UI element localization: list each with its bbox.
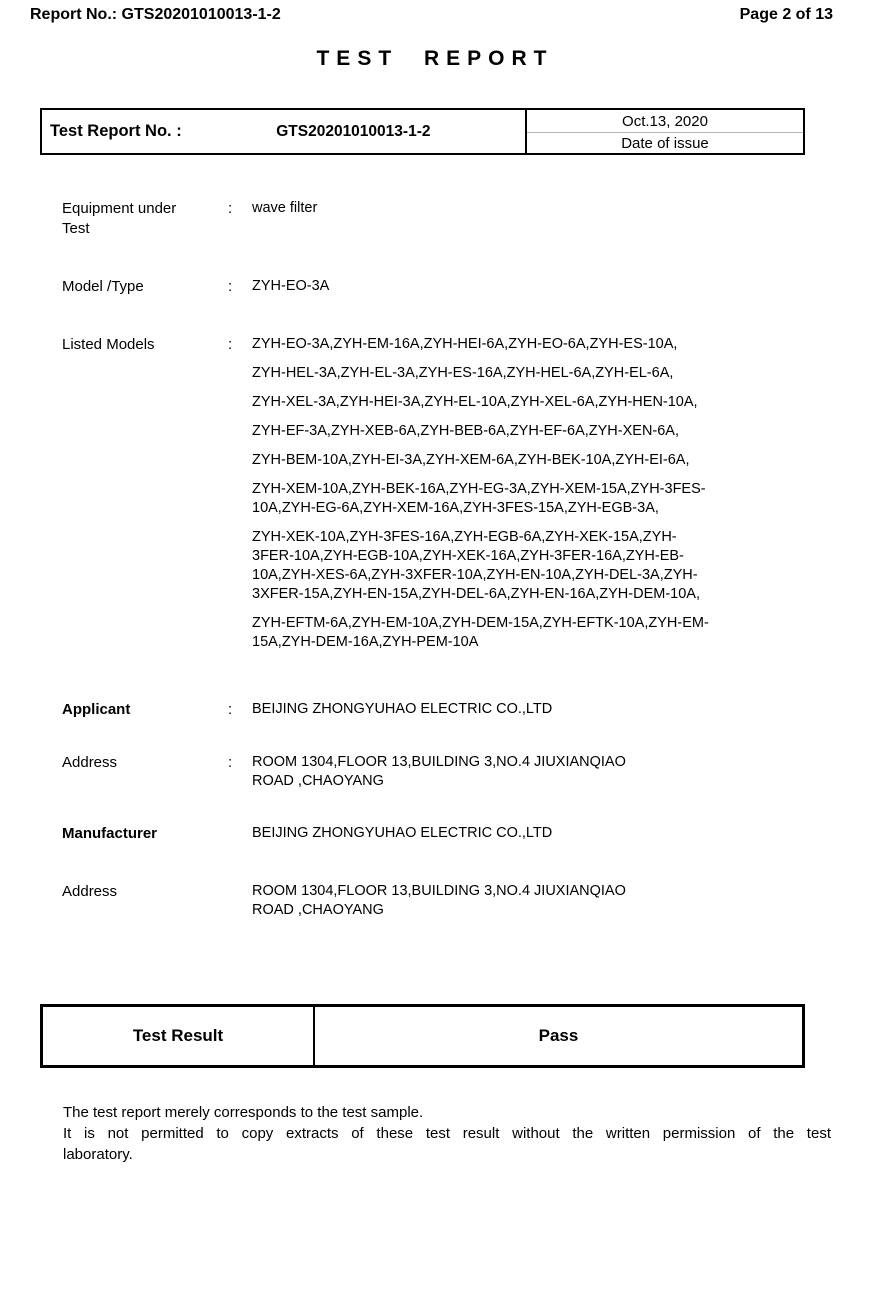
field-label: Address: [62, 883, 118, 900]
field-row: [62, 882, 870, 920]
field-value: BEIJING ZHONGYUHAO ELECTRIC CO.,LTD: [252, 825, 553, 841]
field-value: ROOM 1304,FLOOR 13,BUILDING 3,NO.4 JIUXIANQIAO ROAD ,CHAOYANG: [252, 883, 626, 918]
footer-line-2: It is not permitted to copy extracts of these test result without the written permission of the test: [63, 1125, 831, 1142]
footer-line-1: The test report merely corresponds to the test sample.: [63, 1104, 424, 1121]
date-of-issue-label: Date of issue: [621, 134, 709, 152]
field-colon: :: [228, 336, 233, 353]
field-row: [62, 700, 870, 720]
field-label: Applicant: [62, 701, 131, 718]
field-label: Listed Models: [62, 336, 155, 353]
footer-line-3: laboratory.: [63, 1146, 133, 1163]
issue-date-value: Oct.13, 2020: [527, 110, 803, 133]
field-row: [62, 199, 870, 239]
page-title: TEST REPORT: [316, 47, 554, 70]
running-header: [0, 0, 870, 24]
field-label: Model /Type: [62, 278, 144, 295]
header-report-no: Report No.: GTS20201010013-1-2: [30, 6, 281, 23]
field-value: ROOM 1304,FLOOR 13,BUILDING 3,NO.4 JIUXIANQIAO ROAD ,CHAOYANG: [252, 754, 626, 789]
report-number-cell: [42, 110, 527, 153]
field-colon: :: [228, 701, 233, 718]
date-of-issue-cell: [527, 110, 803, 153]
field-value: ZYH-EO-3A: [252, 278, 330, 294]
field-value: ZYH-EO-3A,ZYH-EM-16A,ZYH-HEI-6A,ZYH-EO-6A,ZYH-ES-10A, ZYH-HEL-3A,ZYH-EL-3A,ZYH-ES-16A,ZYH-HEL-6A,ZYH-EL-6A, ZYH-XEL-3A,ZYH-HEI-3A,ZYH-EL-10A,ZYH-XEL-6A,ZYH-HEN-10A, ZYH-EF-3A,ZYH-XEB-6A,ZYH-BEB-6A,ZYH-EF-6A,ZYH-XEN-6A, ZYH-BEM-10A,ZYH-EI-3A,ZYH-XEM-6A,ZYH-BEK-10A,ZYH-EI-6A, ZYH-XEM-10A,ZYH-BEK-16A,ZYH-EG-3A,ZYH-XEM-15A,ZYH-3FES- 10A,ZYH-EG-6A,ZYH-XEM-16A,ZYH-3FES-15A,ZYH-EGB-3A, ZYH-XEK-10A,ZYH-3FES-16A,ZYH-EGB-6A,ZYH-XEK-15A,ZYH- 3FER-10A,ZYH-EGB-10A,ZYH-XEK-16A,ZYH-3FER-16A,ZYH-EB- 10A,ZYH-XES-6A,ZYH-3XFER-10A,ZYH-EN-10A,ZYH-DEL-3A,ZYH- 3XFER-15A,ZYH-EN-15A,ZYH-DEL-6A,ZYH-EN-16A,ZYH-DEM-10A, ZYH-EFTM-6A,ZYH-EM-10A,ZYH-DEM-15A,ZYH-EFTK-10A,ZYH-EM- 15A,ZYH-DEM-16A,ZYH-PEM-10A: [252, 336, 709, 650]
footer-disclaimer: [63, 1102, 831, 1165]
test-result-table: [40, 1004, 805, 1068]
test-result-label: Test Result: [43, 1007, 315, 1065]
field-row: [62, 824, 870, 844]
report-no-label: Test Report No. :: [50, 122, 182, 140]
field-label: Manufacturer: [62, 825, 158, 842]
fields-section: [62, 199, 870, 920]
field-colon: :: [228, 200, 233, 217]
field-row: [62, 277, 870, 297]
field-colon: :: [228, 278, 233, 295]
header-page-indicator: Page 2 of 13: [739, 6, 833, 23]
report-number-table: [40, 108, 805, 155]
test-result-value: Pass: [538, 1026, 579, 1045]
field-value: BEIJING ZHONGYUHAO ELECTRIC CO.,LTD: [252, 701, 553, 717]
field-row: [62, 335, 870, 652]
field-value: wave filter: [252, 200, 318, 216]
report-no-value: GTS20201010013-1-2: [276, 122, 431, 140]
field-label: Equipment under Test: [62, 200, 177, 237]
field-row: [62, 753, 870, 791]
field-label: Address: [62, 754, 118, 771]
field-colon: :: [228, 754, 233, 771]
